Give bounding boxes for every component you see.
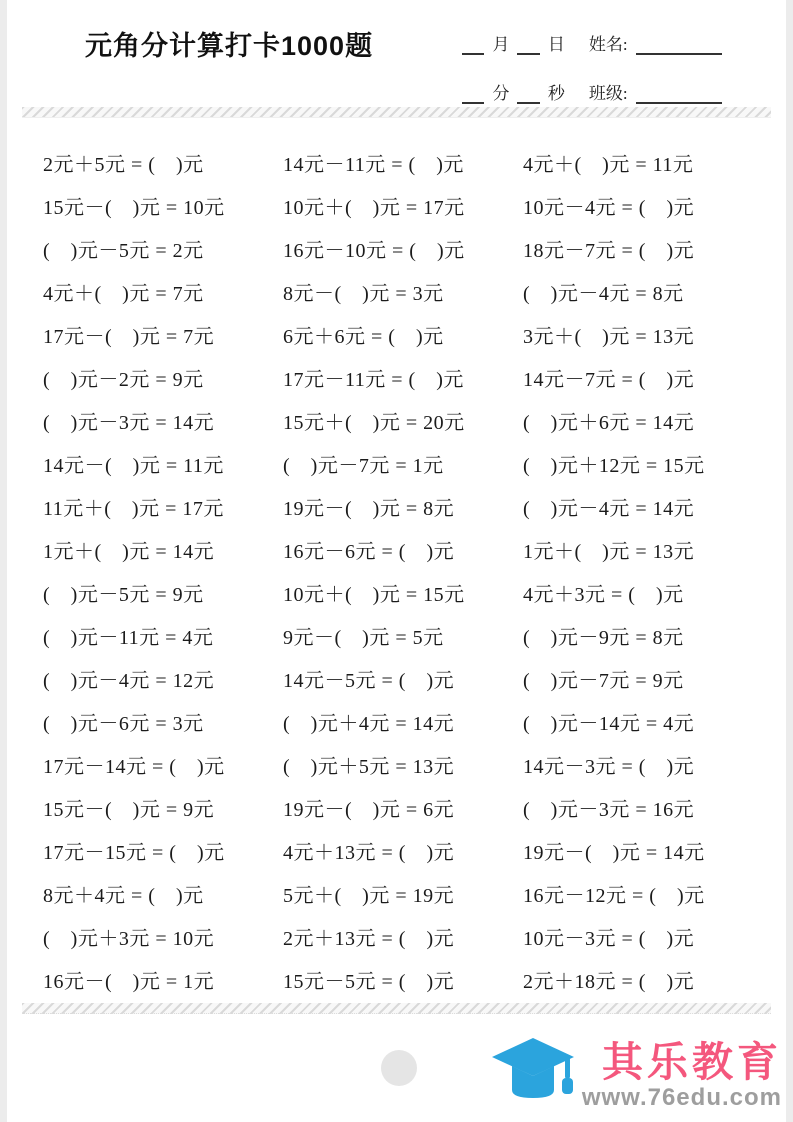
problem: 8元＋4元 = ( )元: [43, 885, 204, 907]
class-label: 班级:: [588, 84, 628, 103]
problem: ( )元－4元 = 8元: [523, 283, 684, 305]
problem: ( )元－4元 = 12元: [43, 670, 215, 692]
problem: 14元－( )元 = 11元: [43, 455, 224, 477]
brand-text: [582, 1040, 782, 1112]
problem: 17元－( )元 = 7元: [43, 326, 215, 348]
problem: 16元－( )元 = 1元: [43, 971, 215, 993]
problem: 14元－5元 = ( )元: [283, 670, 455, 692]
problem: ( )元－11元 = 4元: [43, 627, 214, 649]
problem: 14元－3元 = ( )元: [523, 756, 695, 778]
problem: 14元－7元 = ( )元: [523, 369, 695, 391]
gray-circle-button[interactable]: [381, 1050, 417, 1086]
brand-logo: [490, 1036, 782, 1116]
problem: ( )元＋4元 = 14元: [283, 713, 455, 735]
problem: 19元－( )元 = 6元: [283, 799, 455, 821]
day-blank: [517, 37, 539, 55]
brand-url: www.76edu.com: [581, 1084, 782, 1111]
minute-blank: [462, 86, 484, 104]
class-blank: [636, 86, 722, 104]
month-blank: [462, 37, 484, 55]
problem: ( )元－7元 = 9元: [523, 670, 684, 692]
minute-label: 分: [492, 84, 510, 103]
problem: ( )元－2元 = 9元: [43, 369, 204, 391]
problem: ( )元＋5元 = 13元: [283, 756, 455, 778]
problem: ( )元－14元 = 4元: [523, 713, 695, 735]
problem: 15元＋( )元 = 20元: [283, 412, 465, 434]
top-divider: [22, 107, 771, 118]
problem: ( )元＋12元 = 15元: [523, 455, 705, 477]
problem: ( )元－3元 = 16元: [523, 799, 695, 821]
problem: 14元－11元 = ( )元: [283, 154, 464, 176]
problem: ( )元－6元 = 3元: [43, 713, 204, 735]
problem: ( )元－7元 = 1元: [283, 455, 444, 477]
problem: 9元－( )元 = 5元: [283, 627, 444, 649]
problem: 4元＋3元 = ( )元: [523, 584, 684, 606]
name-label: 姓名:: [588, 35, 628, 54]
problem: ( )元＋3元 = 10元: [43, 928, 215, 950]
problem: 16元－6元 = ( )元: [283, 541, 455, 563]
problems-grid: [43, 141, 760, 1001]
problem: 17元－14元 = ( )元: [43, 756, 225, 778]
problem: ( )元－9元 = 8元: [523, 627, 684, 649]
problem: 16元－12元 = ( )元: [523, 885, 705, 907]
problem: 10元－3元 = ( )元: [523, 928, 695, 950]
page-title: 元角分计算打卡1000题: [85, 31, 374, 61]
problem: 8元－( )元 = 3元: [283, 283, 444, 305]
problem: 11元＋( )元 = 17元: [43, 498, 224, 520]
problem: ( )元＋6元 = 14元: [523, 412, 695, 434]
problem: 1元＋( )元 = 13元: [523, 541, 695, 563]
problem: ( )元－5元 = 9元: [43, 584, 204, 606]
name-blank: [636, 37, 722, 55]
problem: 19元－( )元 = 14元: [523, 842, 705, 864]
day-label: 日: [547, 35, 565, 54]
second-label: 秒: [547, 84, 565, 103]
problem: 15元－( )元 = 9元: [43, 799, 215, 821]
problem: 2元＋13元 = ( )元: [283, 928, 455, 950]
header: [7, 0, 786, 103]
problem: 10元＋( )元 = 17元: [283, 197, 465, 219]
problem: 2元＋18元 = ( )元: [523, 971, 695, 993]
problem: 3元＋( )元 = 13元: [523, 326, 695, 348]
second-blank: [517, 86, 539, 104]
problem: 17元－15元 = ( )元: [43, 842, 225, 864]
problem: 1元＋( )元 = 14元: [43, 541, 215, 563]
problem: 18元－7元 = ( )元: [523, 240, 695, 262]
problem: 4元＋13元 = ( )元: [283, 842, 455, 864]
problem: 6元＋6元 = ( )元: [283, 326, 444, 348]
worksheet-page: [7, 0, 786, 1122]
date-line: [462, 30, 722, 55]
bottom-divider: [22, 1003, 771, 1014]
problem: ( )元－4元 = 14元: [523, 498, 695, 520]
time-line: [462, 79, 722, 104]
problem: 15元－5元 = ( )元: [283, 971, 455, 993]
problem: ( )元－5元 = 2元: [43, 240, 204, 262]
problem: 15元－( )元 = 10元: [43, 197, 225, 219]
month-label: 月: [492, 35, 510, 54]
graduation-cap-icon: [490, 1036, 576, 1116]
problem: ( )元－3元 = 14元: [43, 412, 215, 434]
problem: 10元－4元 = ( )元: [523, 197, 695, 219]
problem: 5元＋( )元 = 19元: [283, 885, 455, 907]
problem: 4元＋( )元 = 11元: [523, 154, 694, 176]
problem: 2元＋5元 = ( )元: [43, 154, 204, 176]
problem: 10元＋( )元 = 15元: [283, 584, 465, 606]
problem: 19元－( )元 = 8元: [283, 498, 455, 520]
problem: 17元－11元 = ( )元: [283, 369, 464, 391]
problem: 4元＋( )元 = 7元: [43, 283, 204, 305]
brand-name: 其乐教育: [602, 1039, 782, 1085]
problem: 16元－10元 = ( )元: [283, 240, 465, 262]
